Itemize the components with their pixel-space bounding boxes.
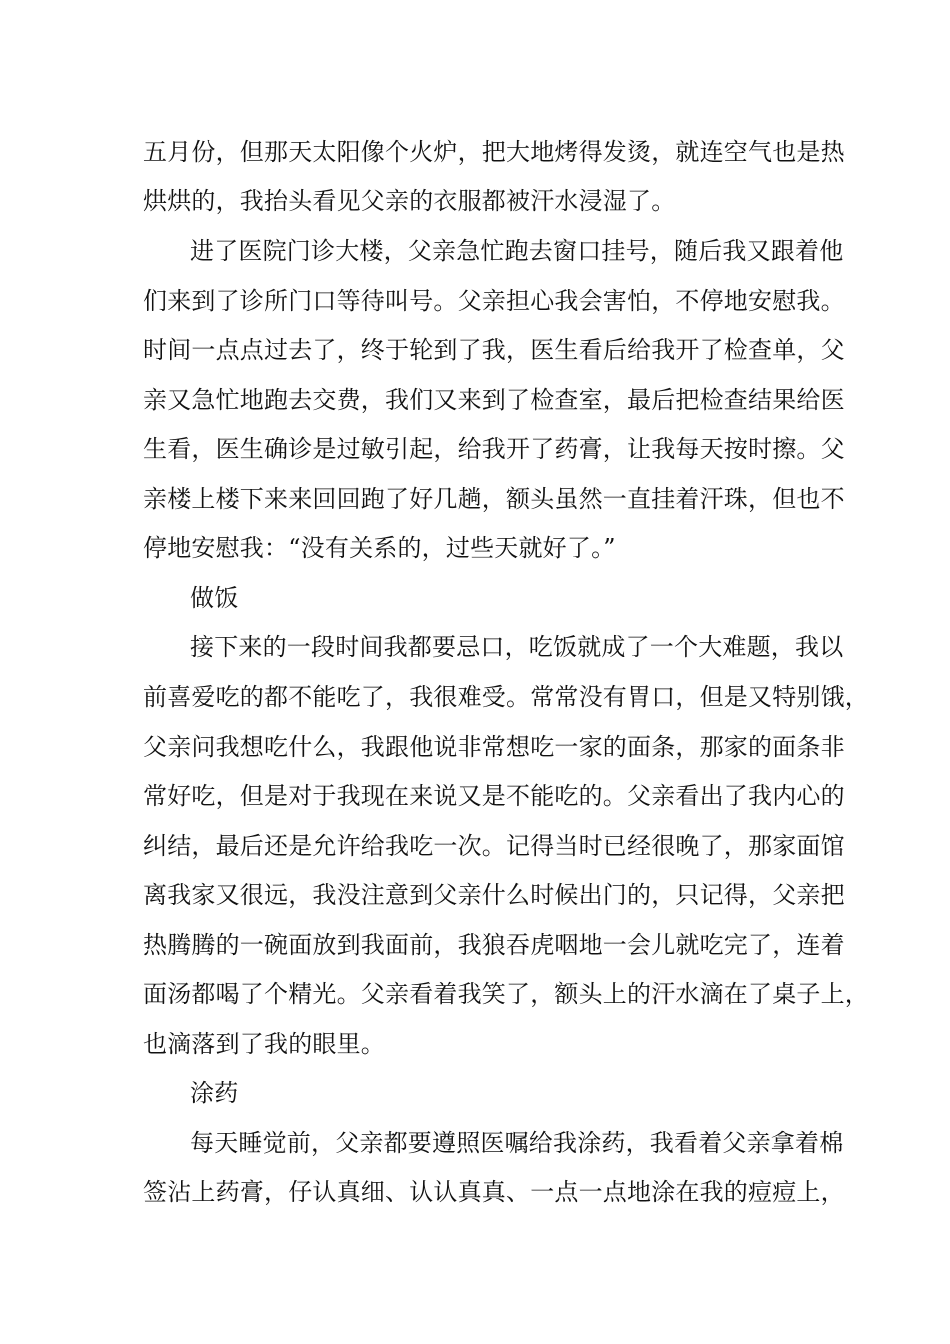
text-line: 面汤都喝了个精光。父亲看着我笑了，额头上的汗水滴在了桌子上， (143, 980, 869, 1008)
text-line: 时间一点点过去了，终于轮到了我，医生看后给我开了检查单，父 (143, 336, 845, 364)
text-line: 常好吃，但是对于我现在来说又是不能吃的。父亲看出了我内心的 (143, 782, 845, 810)
text-line: 五月份，但那天太阳像个火炉，把大地烤得发烫，就连空气也是热 (143, 138, 845, 166)
paragraph-start-line: 进了医院门诊大楼，父亲急忙跑去窗口挂号，随后我又跟着他 (190, 237, 844, 265)
section-heading: 涂药 (190, 1079, 239, 1107)
text-line: 亲楼上楼下来来回回跑了好几趟，额头虽然一直挂着汗珠，但也不 (143, 485, 845, 513)
text-line: 烘烘的，我抬头看见父亲的衣服都被汗水浸湿了。 (143, 187, 676, 215)
text-line: 前喜爱吃的都不能吃了，我很难受。常常没有胃口，但是又特别饿， (143, 683, 869, 711)
text-line: 生看，医生确诊是过敏引起，给我开了药膏，让我每天按时擦。父 (143, 435, 845, 463)
text-line: 们来到了诊所门口等待叫号。父亲担心我会害怕，不停地安慰我。 (143, 287, 845, 315)
section-heading: 做饭 (190, 584, 239, 612)
paragraph-start-line: 接下来的一段时间我都要忌口，吃饭就成了一个大难题，我以 (190, 633, 844, 661)
text-line: 签沾上药膏，仔认真细、认认真真、一点一点地涂在我的痘痘上， (143, 1178, 845, 1206)
text-line: 亲又急忙地跑去交费，我们又来到了检查室，最后把检查结果给医 (143, 386, 845, 414)
text-line: 父亲问我想吃什么，我跟他说非常想吃一家的面条，那家的面条非 (143, 733, 845, 761)
text-line: 离我家又很远，我没注意到父亲什么时候出门的，只记得，父亲把 (143, 881, 845, 909)
text-line: 热腾腾的一碗面放到我面前，我狼吞虎咽地一会儿就吃完了，连着 (143, 931, 845, 959)
text-line: 停地安慰我：“没有关系的，过些天就好了。” (143, 534, 616, 562)
text-line: 也滴落到了我的眼里。 (143, 1030, 385, 1058)
text-line: 纠结，最后还是允许给我吃一次。记得当时已经很晚了，那家面馆 (143, 832, 845, 860)
paragraph-start-line: 每天睡觉前，父亲都要遵照医嘱给我涂药，我看着父亲拿着棉 (190, 1129, 844, 1157)
